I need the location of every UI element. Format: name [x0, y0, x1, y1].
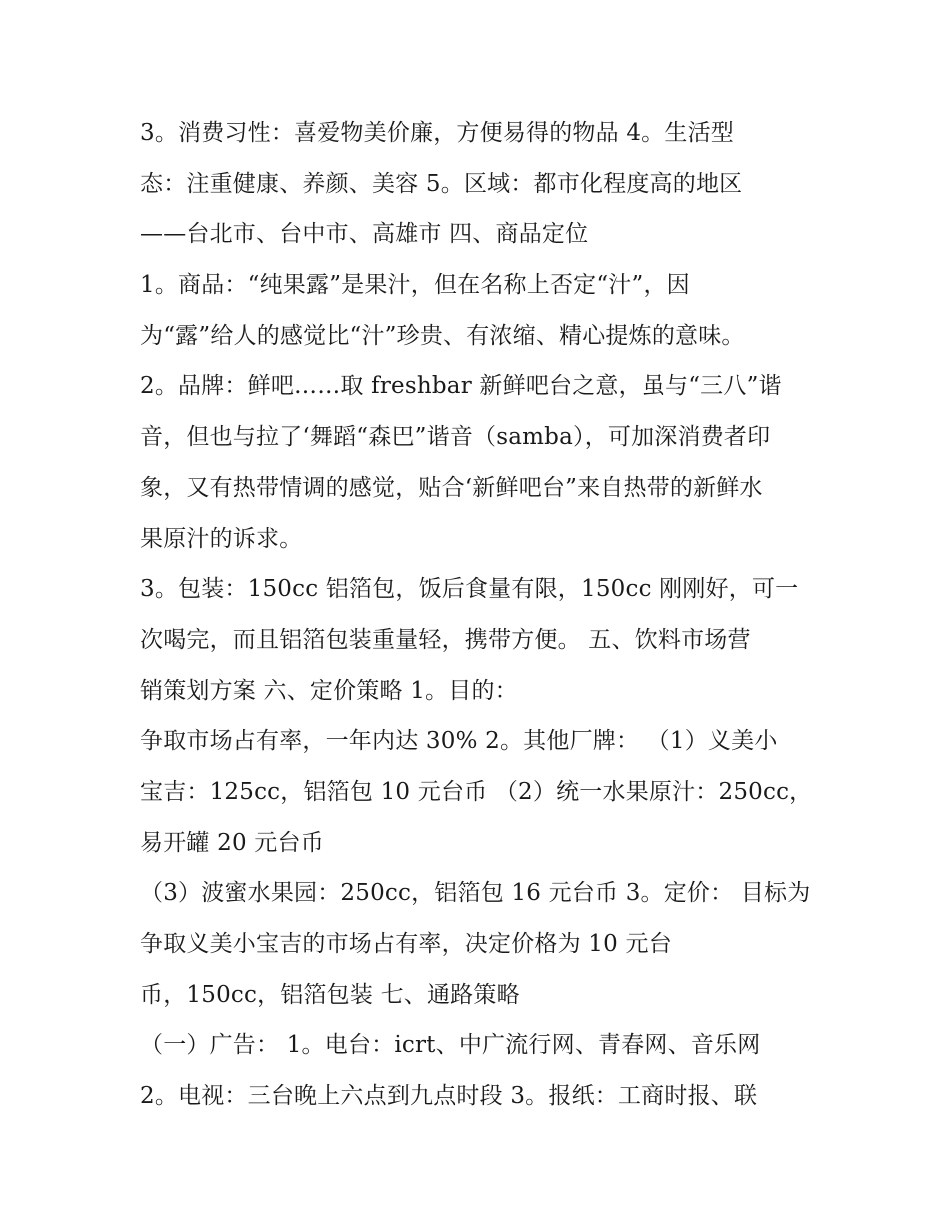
text-line: 象，又有热带情调的感觉，贴合‘新鲜吧台”来自热带的新鲜水 — [140, 474, 763, 501]
text-line: 2。电视：三台晚上六点到九点时段 3。报纸：工商时报、联 — [140, 1083, 758, 1110]
body-text — [140, 108, 830, 1122]
text-line: 2。品牌：鲜吧……取 freshbar 新鲜吧台之意，虽与“三八”谐 — [140, 373, 782, 400]
text-line: 3。消费习性：喜爱物美价廉，方便易得的物品 4。生活型 — [140, 120, 734, 146]
text-line: 果原汁的诉求。 — [140, 525, 303, 552]
text-line: 争取义美小宝吉的市场占有率，决定价格为 10 元台 — [140, 931, 672, 957]
text-line: 次喝完，而且铝箔包装重量轻，携带方便。 五、饮料市场营 — [140, 626, 751, 653]
text-line: 宝吉：125cc，铝箔包 10 元台币 （2）统一水果原汁：250cc， — [140, 778, 813, 805]
text-line: 为“露”给人的感觉比“汁”珍贵、有浓缩、精心提炼的意味。 — [140, 322, 745, 349]
text-line: 易开罐 20 元台币 — [140, 829, 324, 856]
text-line: ——台北市、台中市、高雄市 四、商品定位 — [140, 221, 589, 248]
text-line: 争取市场占有率，一年内达 30% 2。其他厂牌： （1）义美小 — [140, 728, 778, 755]
text-line: （3）波蜜水果园：250cc，铝箔包 16 元台币 3。定价： 目标为 — [140, 880, 811, 907]
text-line: 币，150cc，铝箔包装 七、通路策略 — [140, 981, 520, 1008]
text-line: 销策划方案 六、定价策略 1。目的： — [140, 677, 518, 704]
text-line: 音，但也与拉了‘舞蹈“森巴”谐音（samba），可加深消费者印 — [140, 424, 771, 451]
text-line: 3。包装：150cc 铝箔包，饭后食量有限，150cc 刚刚好，可一 — [140, 576, 799, 603]
text-line: （一）广告： 1。电台：icrt、中广流行网、青春网、音乐网 — [140, 1032, 761, 1059]
text-line: 1。商品：“纯果露”是果汁，但在名称上否定“汁”，因 — [140, 272, 690, 299]
text-line: 态：注重健康、养颜、美容 5。区域：都市化程度高的地区 — [140, 170, 743, 197]
